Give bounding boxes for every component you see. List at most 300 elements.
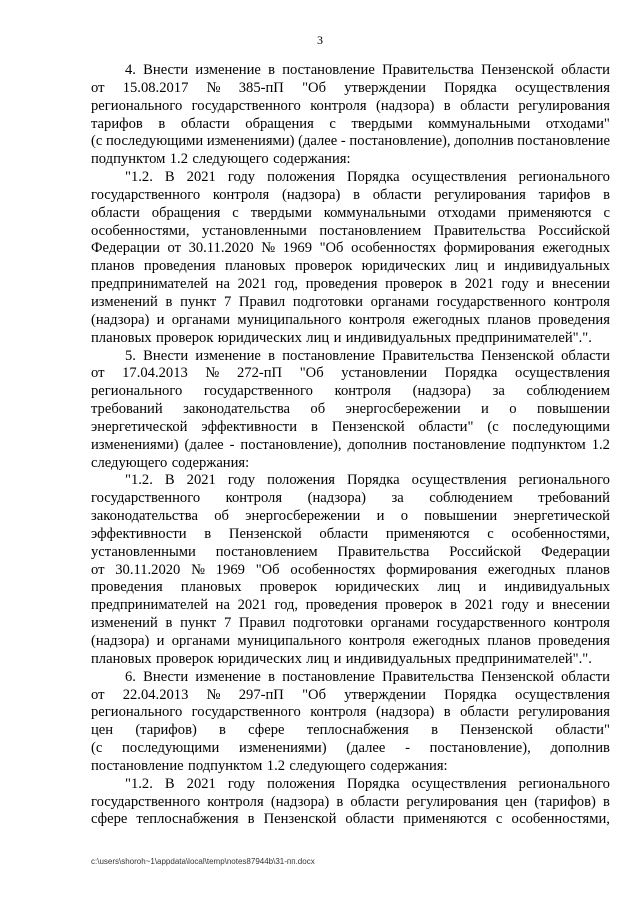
word: 1.2 (169, 151, 188, 168)
word: от (91, 79, 105, 96)
text-line (91, 740, 610, 758)
word: 2021 (464, 276, 494, 293)
word: и (156, 633, 165, 649)
word: 6. (125, 668, 136, 685)
word: 5. (125, 347, 136, 364)
word: следующего (91, 454, 168, 471)
word: ежегодных (412, 633, 481, 649)
text-line (91, 811, 610, 829)
word: области (460, 97, 509, 114)
word: цен (91, 722, 114, 739)
word: 2021 (186, 169, 216, 186)
word: 1969 (215, 561, 245, 578)
word: от (91, 561, 105, 578)
word: проведения (305, 276, 378, 293)
text-line (91, 276, 610, 294)
text-line (91, 437, 610, 455)
word: обращения (151, 204, 221, 221)
text-line (91, 80, 610, 98)
word: 22.04.2013 (122, 686, 189, 703)
word: коммунальными (428, 115, 531, 132)
word: "1.2. (125, 169, 153, 186)
page-number: 3 (317, 33, 323, 47)
word: постановление (412, 436, 506, 453)
word: 15.08.2017 (122, 79, 189, 96)
text-line (91, 633, 610, 651)
word: дополнив (454, 133, 514, 150)
word: постановление), (240, 436, 342, 453)
word: Пензенской (481, 62, 554, 78)
document-body (91, 62, 610, 829)
word: изменениями) (91, 436, 179, 453)
word: регионального (518, 472, 610, 489)
word: энергосбережении (345, 401, 461, 418)
word: регулирования (518, 704, 610, 721)
text-line (91, 544, 610, 562)
word: регионального (91, 383, 183, 400)
text-line (91, 98, 610, 116)
word: подпунктом (91, 151, 166, 168)
word: тарифов (91, 115, 143, 132)
word: 297-пП (238, 686, 284, 703)
word: Внести (143, 668, 189, 685)
word: проведения (143, 258, 216, 275)
text-line (91, 401, 610, 419)
word: 7 (223, 293, 232, 310)
word: регионального (91, 704, 183, 721)
file-path-footer: c:\users\shoroh~1\appdata\local\temp\notes87944b\31-пп.docx (91, 857, 315, 866)
word: с (329, 115, 336, 132)
word: органами (370, 615, 430, 632)
word: в (353, 186, 360, 203)
word: в (603, 793, 610, 810)
word: в (443, 704, 451, 721)
word: регионального (518, 775, 610, 792)
word: о (400, 508, 408, 525)
word: формирования (386, 561, 478, 578)
word: плановых (180, 579, 242, 596)
word: в (204, 525, 212, 542)
text-line (91, 758, 610, 776)
word: Правил (238, 615, 286, 632)
word: области (350, 793, 400, 810)
word: (надзора) (307, 490, 366, 507)
word: - (229, 436, 235, 453)
word: - (340, 133, 346, 150)
word: за (391, 490, 404, 507)
word: В (164, 775, 175, 792)
word: Пензенской (481, 347, 554, 364)
word: планов (487, 633, 531, 649)
word: энергосбережении (245, 508, 361, 525)
word: подпунктом (511, 436, 586, 453)
word: проверок (156, 650, 214, 667)
word: особенностях (351, 240, 437, 257)
word: В (164, 472, 175, 489)
word: содержания: (171, 454, 250, 471)
word: подготовки (292, 293, 363, 310)
word: повышении (536, 401, 610, 418)
word: Порядка (347, 472, 400, 489)
word: с (487, 525, 494, 542)
word: области (561, 668, 610, 685)
word: последующими (512, 418, 610, 435)
word: контроля (348, 311, 406, 328)
word: 7 (223, 615, 232, 632)
word: индивидуальных (504, 258, 610, 275)
word: регионального (91, 97, 183, 114)
word: в (219, 722, 226, 739)
text-line (91, 508, 610, 526)
word: регулирования (406, 793, 498, 810)
text-line (91, 365, 610, 383)
word: Пензенской (228, 525, 302, 542)
word: пункт (180, 615, 217, 632)
word: проведения (538, 633, 610, 649)
word: 1.2 (591, 436, 610, 453)
word: положения (267, 169, 335, 186)
word: проведения (538, 311, 610, 328)
word: в (247, 811, 255, 828)
word: году (501, 597, 529, 614)
word: государственного (191, 704, 301, 721)
word: году (227, 775, 256, 792)
word: в (165, 615, 173, 632)
word: формирования (443, 240, 535, 257)
text-line (91, 205, 610, 223)
word: году (227, 472, 256, 489)
word: области (180, 115, 230, 132)
word: 2021 (464, 597, 494, 614)
word: проверок (259, 579, 318, 596)
word: отходами (437, 204, 496, 221)
word: осуществления (514, 79, 610, 96)
word: юридических (335, 579, 420, 596)
word: и (333, 329, 342, 346)
word: лиц (455, 258, 478, 275)
word: области (460, 704, 509, 721)
word: "Об (302, 79, 326, 96)
word: постановление (282, 668, 375, 685)
text-line (91, 526, 610, 544)
word: теплоснабжения (306, 722, 409, 739)
text-line (91, 579, 610, 597)
word: области" (418, 418, 474, 435)
word: изменений (91, 293, 158, 310)
word: в (158, 115, 166, 132)
word: "Об (299, 365, 324, 382)
text-line (91, 776, 610, 794)
word: Пензенской (481, 668, 554, 685)
word: плановых (91, 329, 152, 346)
word: твердыми (250, 204, 312, 221)
word: проверок (294, 258, 353, 275)
word: (тарифов) (135, 722, 197, 739)
word: регулирования (518, 97, 610, 114)
word: 2021 (237, 276, 267, 293)
word: 30.11.2020 (188, 240, 254, 257)
word: о (509, 401, 517, 418)
word: 2021 (186, 775, 216, 792)
word: утверждении (344, 79, 426, 96)
word: установленными (91, 543, 196, 560)
word: установленными (202, 222, 307, 239)
word: постановление), (349, 133, 451, 150)
word: Правительства (382, 62, 474, 78)
word: подпунктом (188, 757, 263, 774)
word: и (481, 401, 489, 418)
text-line (91, 490, 610, 508)
word: Внести (143, 347, 189, 364)
word: постановление (282, 62, 375, 78)
word: утверждении (344, 686, 426, 703)
word: году (227, 169, 256, 186)
word: 1.2 (266, 757, 286, 774)
word: последующими (122, 740, 220, 757)
word: содержания: (370, 757, 448, 774)
word: государственного (191, 97, 301, 114)
word: государственного (436, 615, 546, 632)
word: сфере (248, 722, 285, 739)
text-line (91, 169, 610, 187)
word: особенностями, (511, 811, 610, 828)
word: Правительства (337, 543, 430, 560)
word: за (492, 383, 505, 400)
word: законодательства (183, 401, 291, 418)
text-line (91, 597, 610, 615)
word: (с (91, 740, 103, 757)
text-line (91, 62, 610, 80)
word: контроля (212, 186, 270, 203)
word: Пензенской (331, 418, 405, 435)
word: 1969 (282, 240, 312, 257)
word: осуществления (411, 775, 507, 792)
word: государственного (203, 383, 313, 400)
word: изменений (91, 615, 158, 632)
word: теплоснабжения (136, 811, 239, 828)
word: в (268, 347, 275, 364)
word: соблюдением (429, 490, 513, 507)
text-line (91, 722, 610, 740)
word: последующими (105, 133, 204, 150)
word: году (501, 276, 529, 293)
word: требований (91, 401, 163, 418)
word: контроля (348, 633, 406, 649)
word: планов (91, 258, 135, 275)
word: (с (487, 418, 499, 435)
word: контроля (553, 615, 610, 632)
word: индивидуальных (345, 650, 452, 667)
word: в (431, 722, 438, 739)
word: осуществления (411, 472, 507, 489)
word: особенностях (290, 561, 376, 578)
word: (надзора) (91, 633, 150, 649)
word: (далее (184, 436, 224, 453)
text-line (91, 116, 610, 134)
word: сфере (91, 811, 128, 828)
word: эффективности (91, 525, 187, 542)
word: особенностями, (511, 525, 610, 542)
word: положения (267, 472, 335, 489)
word: 4. (125, 62, 136, 78)
text-line (91, 133, 610, 151)
word: твердыми (351, 115, 413, 132)
word: Правительства (382, 347, 474, 364)
word: государственного (91, 186, 201, 203)
word: требований (538, 490, 610, 507)
word: постановлением (215, 543, 318, 560)
word: области (345, 811, 395, 828)
text-line (91, 472, 610, 490)
word: проведения (305, 597, 378, 614)
word: регионального (518, 169, 610, 186)
text-line (91, 187, 610, 205)
word: предпринимателей".". (455, 329, 592, 346)
word: муниципального (237, 311, 342, 328)
word: внесении (551, 597, 610, 614)
word: в (450, 276, 458, 293)
word: индивидуальных (345, 329, 452, 346)
word: установлении (341, 365, 428, 382)
word: в (268, 668, 275, 685)
word: области (372, 186, 422, 203)
word: В (164, 169, 175, 186)
word: плановых (224, 258, 286, 275)
word: энергетической (513, 508, 610, 525)
word: (тарифов) (534, 793, 596, 810)
text-line (91, 455, 610, 473)
word: соблюдением (526, 383, 610, 400)
word: контроля (334, 383, 392, 400)
word: энергетической (91, 418, 188, 435)
word: применяются (403, 811, 487, 828)
word: юридических (217, 329, 302, 346)
word: в (443, 97, 451, 114)
word: проверок (385, 276, 443, 293)
word: Пензенской (263, 811, 337, 828)
word: следующего (192, 151, 269, 168)
word: органами (171, 633, 231, 649)
word: с (495, 811, 503, 828)
word: с (232, 204, 239, 221)
text-line (91, 704, 610, 722)
word: плановых (91, 650, 152, 667)
word: на (215, 597, 230, 614)
word: "Об (255, 561, 280, 578)
word: Порядка (347, 775, 400, 792)
word: от (91, 365, 105, 382)
text-line (91, 240, 610, 258)
word: в (450, 597, 458, 614)
word: муниципального (237, 633, 342, 649)
text-line (91, 312, 610, 330)
word: контроля (310, 704, 367, 721)
word: цен (505, 793, 528, 810)
text-line (91, 223, 610, 241)
word: (далее (298, 133, 338, 150)
word: Правительства (433, 222, 526, 239)
text-line (91, 615, 610, 633)
word: Порядка (444, 79, 497, 96)
word: предпринимателей (91, 597, 209, 614)
text-line (91, 562, 610, 580)
word: № (206, 686, 221, 703)
word: предпринимателей".". (455, 650, 592, 667)
word: подготовки (292, 615, 363, 632)
word: области (561, 62, 610, 78)
word: изменение (195, 62, 261, 78)
word: проверок (385, 597, 443, 614)
word: и (478, 579, 487, 596)
word: применяются (385, 525, 470, 542)
word: внесении (551, 276, 610, 293)
word: органами (370, 293, 430, 310)
word: Порядка (444, 365, 498, 382)
word: и (376, 508, 385, 525)
text-line (91, 383, 610, 401)
word: Федерации (91, 240, 160, 257)
word: государственного (436, 293, 546, 310)
word: (надзора) (270, 793, 330, 810)
word: на (215, 276, 230, 293)
word: (надзора) (281, 186, 341, 203)
word: дополнив (347, 436, 407, 453)
word: об (214, 508, 229, 525)
word: № (261, 240, 276, 257)
text-line (91, 687, 610, 705)
text-line (91, 258, 610, 276)
word: № (205, 365, 220, 382)
word: области (561, 347, 610, 364)
text-line (91, 419, 610, 437)
word: тарифов (538, 186, 591, 203)
word: (надзора) (376, 704, 435, 721)
word: органами (171, 311, 231, 328)
word: - (405, 740, 410, 757)
word: планов (566, 561, 610, 578)
word: осуществления (514, 365, 610, 382)
word: в (268, 62, 275, 78)
word: 2021 (186, 472, 216, 489)
word: ежегодных (542, 240, 610, 257)
word: изменениями) (238, 740, 327, 757)
word: постановлением (319, 222, 422, 239)
word: индивидуальных (504, 579, 610, 596)
word: контроля (553, 293, 610, 310)
word: области (91, 204, 140, 221)
word: проверок (156, 329, 214, 346)
word: Правил (238, 293, 286, 310)
word: эффективности (201, 418, 297, 435)
word: в (336, 793, 344, 810)
word: Порядка (347, 169, 400, 186)
word: области (319, 525, 369, 542)
word: от (91, 686, 105, 703)
word: Федерации (541, 543, 610, 560)
word: (с (91, 133, 103, 150)
word: планов (487, 311, 531, 328)
word: области" (555, 722, 610, 739)
text-line (91, 669, 610, 687)
word: год, (274, 276, 299, 293)
text-line (91, 794, 610, 812)
word: (надзора) (376, 97, 435, 114)
word: следующего (289, 757, 366, 774)
word: лиц (306, 650, 330, 667)
word: год, (274, 597, 299, 614)
word: контроля (310, 97, 367, 114)
word: регулирования (434, 186, 526, 203)
